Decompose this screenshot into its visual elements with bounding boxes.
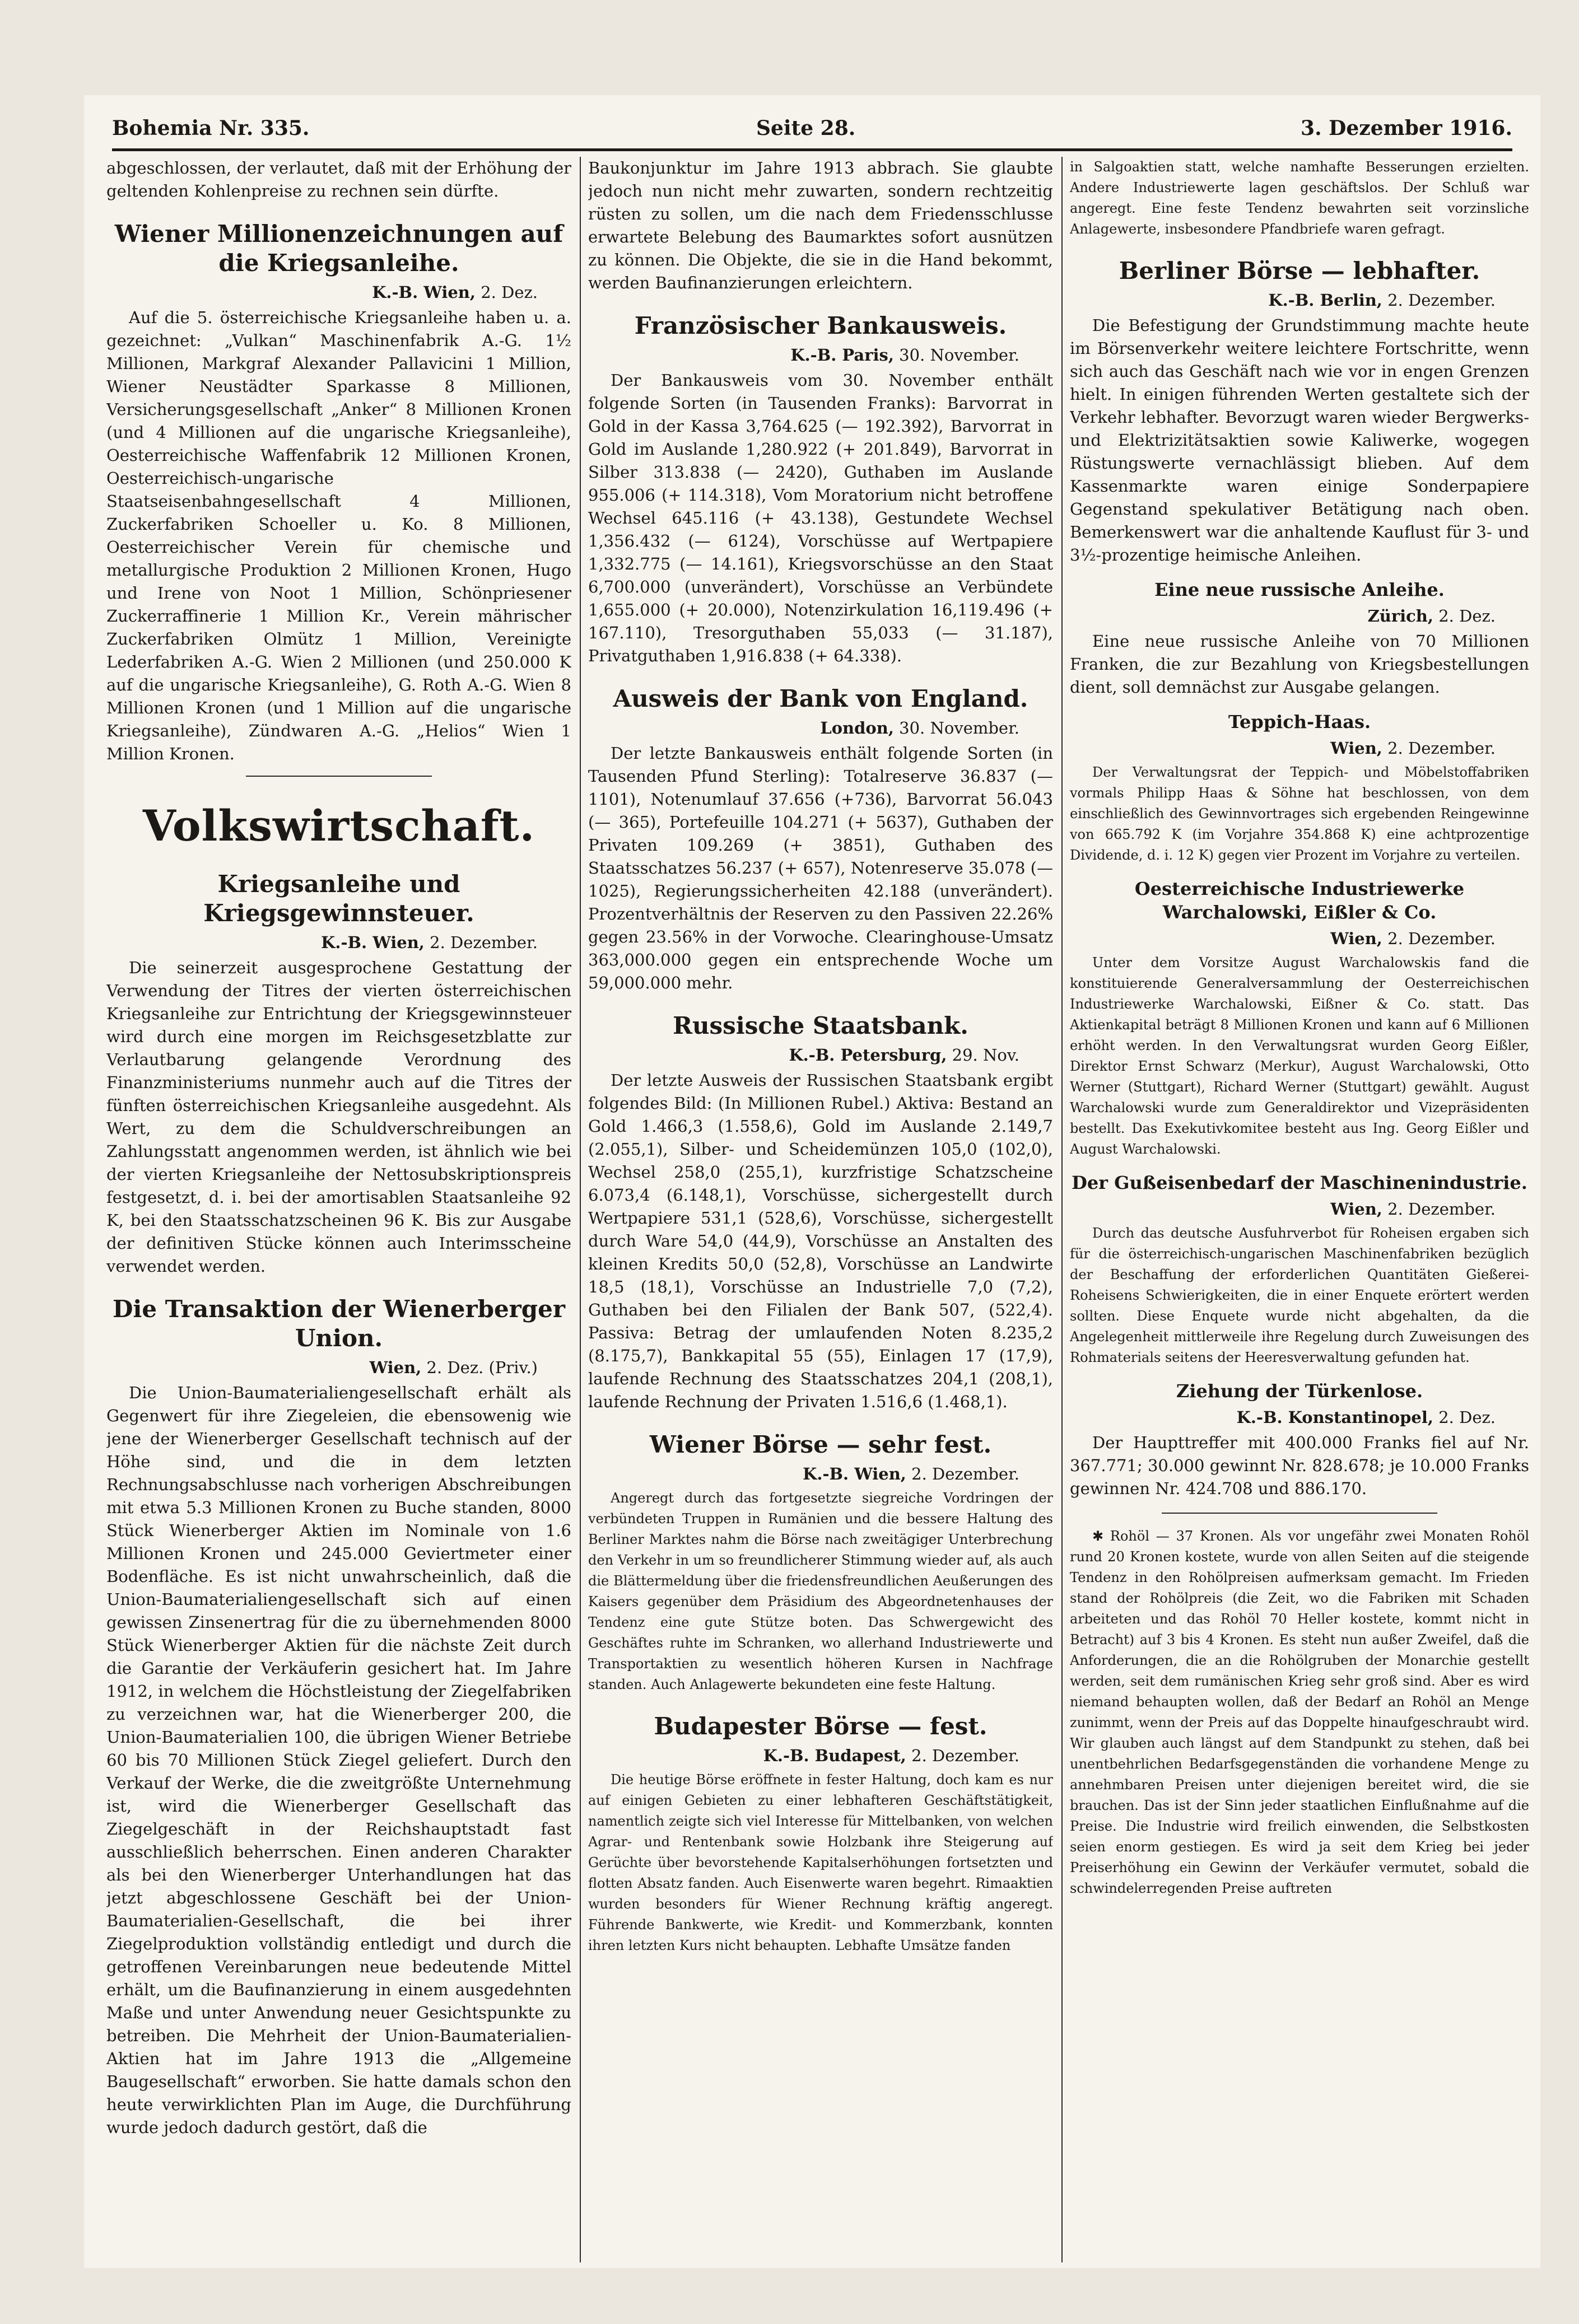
article-title: Wiener Börse — sehr fest. bbox=[649, 1431, 992, 1458]
column-divider bbox=[1061, 157, 1063, 2262]
paper-name: Bohemia Nr. 335. bbox=[112, 116, 310, 140]
newspaper-page bbox=[84, 95, 1540, 2268]
dateline bbox=[588, 1463, 1053, 1486]
dateline bbox=[588, 1044, 1053, 1067]
dateline bbox=[1070, 927, 1529, 950]
dateline-date: 2. Dezember. bbox=[430, 933, 538, 952]
header-rule bbox=[112, 148, 1512, 151]
dateline-place: London, bbox=[820, 718, 894, 738]
article-body: Durch das deutsche Ausfuhrverbot für Roheisen ergaben sich für die österreichisch-ungarischen Maschinenfabriken bezüglich der Beschaffung der erforderlichen Quantitäten Gießerei-Roheisens Schwierigkeiten, die in einer Enquete erörtert werden sollten. Diese Enquete wurde nicht abgehalten, da die Angelegenheit mittlerweile ihre Regelung durch Zuweisungen des Rohmaterials seitens der Heeresverwaltung gefunden hat. bbox=[1070, 1225, 1529, 1365]
dateline-date: 2. Dezember. bbox=[911, 1746, 1019, 1765]
article-title: Wiener Millionenzeichnungen auf die Kriegsanleihe. bbox=[114, 220, 563, 277]
article-title: Ziehung der Türkenlose. bbox=[1176, 1380, 1423, 1402]
article-body: Der Bankausweis vom 30. November enthält folgende Sorten (in Tausenden Franks): Barvorrat in Gold in der Kassa 3,764.625 (— 192.392), Barvorrat in Gold im Auslande 1,280.922 (+ 201.849), Barvorrat in Silber 313.838 (— 2420), Guthaben im Auslande 955.006 (+ 114.318), Vom Moratorium nicht betroffene Wechsel 645.116 (+ 43.138), Gestundete Wechsel 1,356.432 (— 6124), Vorschüsse auf Wertpapiere 1,332.775 (— 14.161), Kriegsvorschüsse an den Staat 6,700.000 (unverändert), Vorschüsse an Verbündete 1,655.000 (+ 20.000), Notenzirkulation 16,119.496 (+ 167.110), Tresorguthaben 55,033 (— 31.187), Privatguthaben 1,916.838 (+ 64.338). bbox=[588, 371, 1053, 665]
column-middle bbox=[588, 157, 1053, 2262]
dateline-date: 2. Dez. (Priv.) bbox=[426, 1358, 538, 1377]
dateline-date: 2. Dezember. bbox=[1387, 1200, 1496, 1219]
dateline-date: 30. November. bbox=[899, 718, 1019, 738]
article-body: Angeregt durch das fortgesetzte siegreiche Vordringen der verbündeten Truppen in Rumänien und die bessere Haltung des Berliner Marktes nahm die Börse nach zweitägiger Unterbrechung den Verkehr in um so freundlicherer Stimmung wieder auf, als auch die Blättermeldung über die friedensfreundlichen Aeußerungen des Kaisers gegenüber dem Präsidium des Abgeordnetenhauses der Tendenz eine gute Stütze boten. Das Schwergewicht des Geschäftes ruhte im Schranken, wo allerhand Industriewerte und Transportaktien zu wesentlich höheren Kursen in Nachfrage standen. Auch Anlagewerte bekundeten eine feste Haltung. bbox=[588, 1490, 1053, 1692]
dateline bbox=[1070, 605, 1529, 628]
dateline bbox=[1070, 1406, 1529, 1429]
page-number: Seite 28. bbox=[756, 116, 856, 140]
dateline bbox=[588, 1744, 1053, 1767]
dateline bbox=[106, 281, 571, 304]
dateline-date: 2. Dezember. bbox=[1387, 291, 1496, 310]
article-body: Die Befestigung der Grundstimmung machte heute im Börsenverkehr weitere leichtere Fortschritte, wenn sich auch das Geschäft nach wie vor in engen Grenzen hielt. In einigen führenden Werten gestaltete sich der Verkehr lebhafter. Bevorzugt waren wieder Bergwerks- und Elektrizitätsaktien sowie Kaliwerke, wogegen Rüstungswerte vernachlässigt blieben. Auf dem Kassenmarkte waren einige Sonderpapiere Gegenstand spekulativer Betätigung nach oben. Bemerkenswert war die anhaltende Kauflust für 3- und 3½-prozentige heimische Anleihen. bbox=[1070, 316, 1529, 564]
article-body: Die seinerzeit ausgesprochene Gestattung der Verwendung der Titres der vierten österreichischen Kriegsanleihe zur Entrichtung der Kriegsgewinnsteuer wird durch eine morgen im Reichsgesetzblatte zur Verlautbarung gelangende Verordnung des Finanzministeriums nunmehr auch auf die Titres der fünften österreichischen Kriegsanleihe ausgedehnt. Als Wert, zu dem die Schuldverschreibungen an Zahlungsstatt angenommen werden, ist ähnlich wie bei der vierten Kriegsanleihe der Nettosubskriptionspreis festgesetzt, d. i. bei der amortisablen Staatsanleihe 92 K, bei den Staatsschatzscheinen 96 K. Bis zur Ausgabe der definitiven Stücke können auch Interimsscheine verwendet werden. bbox=[106, 958, 571, 1276]
dateline-place: K.-B. Budapest, bbox=[763, 1746, 906, 1765]
dateline bbox=[1070, 1198, 1529, 1221]
dateline-date: 2. Dez. bbox=[1438, 1408, 1496, 1427]
dateline-date: 2. Dezember. bbox=[1387, 929, 1496, 948]
dateline-place: K.-B. Konstantinopel, bbox=[1236, 1408, 1433, 1427]
column-left bbox=[106, 157, 571, 2262]
article-title: Budapester Börse — fest. bbox=[654, 1712, 988, 1740]
dateline-date: 30. November. bbox=[899, 346, 1019, 365]
article-body: ✱ Rohöl — 37 Kronen. Als vor ungefähr zwei Monaten Rohöl rund 20 Kronen kostete, wurde von allen Seiten auf die steigende Tendenz in den Rohölpreisen aufmerksam gemacht. Im Frieden stand der Rohölpreis (die Zeit, wo die Fabriken mit Schaden arbeiteten und das Rohöl 70 Heller kostete, kommt nicht in Betracht) auf 3 bis 4 Kronen. Es steht nun außer Zweifel, daß die Anforderungen, die an die Rohölgruben der Monarchie gestellt werden, seit dem rumänischen Krieg sehr groß sind. Aber es wird niemand behaupten wollen, daß der Bedarf an Rohöl an Menge zunimmt, wenn der Preis auf das Doppelte hinaufgeschraubt wird. Wir glauben auch längst auf dem Standpunkt zu stehen, daß bei unentbehrlichen Bedarfsgegenständen die vorhandene Menge zu annehmbaren Preisen unter diejenigen bereitet wird, die sie brauchen. Das ist der Sinn jeder staatlichen Einflußnahme auf die Preise. Die Industrie wird freilich einwenden, die Selbstkosten seien enorm gestiegen. Es wird ja seit dem Krieg bei jeder Preiserhöhung ein Gewinn der Verkäufer vermutet, sobald die schwindelerregenden Preise auftreten bbox=[1070, 1528, 1529, 1896]
dateline-place: K.-B. Wien, bbox=[803, 1464, 906, 1483]
dateline bbox=[106, 931, 571, 954]
article-body: Der letzte Ausweis der Russischen Staatsbank ergibt folgendes Bild: (In Millionen Rubel.) Aktiva: Bestand an Gold 1.466,3 (1.558,6), Gold im Auslande 2.149,7 (2.055,1), Silber- und Scheidemünzen 105,0 (102,0), Wechsel 258,0 (255,1), kurzfristige Schatzscheine 6.073,4 (6.148,1), Vorschüsse, sichergestellt durch Wertpapiere 531,1 (528,6), Vorschüsse, sichergestellt durch Ware 54,0 (44,9), Vorschüsse an Anstalten des kleinen Kredits 50,0 (52,8), Vorschüsse an Landwirte 18,5 (18,1), Vorschüsse an Industrielle 7,0 (7,2), Guthaben bei den Filialen der Bank 507, (522,4). Passiva: Betrag der umlaufenden Noten 8.235,2 (8.175,7), Bankkapital 55 (55), Einlagen 17 (17,9), laufende Rechnung des Staatsschatzes 204,1 (208,1), laufende Rechnung der Privaten 1.516,6 (1.468,1). bbox=[588, 1071, 1053, 1411]
article-body: Die Union-Baumaterialiengesellschaft erhält als Gegenwert für ihre Ziegeleien, die ebensowenig wie jene der Wienerberger Gesellschaft technisch auf der Höhe sind, und die in dem letzten Rechnungsabschlusse nach vorherigen Abschreibungen mit etwa 5.3 Millionen Kronen zu Buche standen, 8000 Stück Wienerberger Aktien im Nominale von 1.6 Millionen Kronen und 245.000 Geviertmeter einer Bodenfläche. Es ist nicht unwahrscheinlich, daß die Union-Baumaterialiengesellschaft sich auf einen gewissen Zinsenertrag für die zu übernehmenden 8000 Stück Wienerberger Aktien für die nächste Zeit durch die Garantie der Verkäuferin gesichert hat. Im Jahre 1912, in welchem die Höchstleistung der Ziegelfabriken zu verzeichnen war, hat die Wienerberger 200, die Union-Baumaterialien 100, die übrigen Wiener Betriebe 60 bis 70 Millionen Stück Ziegel geliefert. Durch den Verkauf der Werke, die die zweitgrößte Unternehmung ist, wird die Wienerberger Gesellschaft das Ziegelgeschäft in der Reichshauptstadt fast ausschließlich beherrschen. Einen anderen Charakter als bei den Wienerberger Unterhandlungen hat das jetzt abgeschlossene Geschäft bei der Union-Baumaterialien-Gesellschaft, die bei ihrer Ziegelproduktion vollständig entledigt und durch die getroffenen Vereinbarungen neue bedeutende Mittel erhält, um die Baufinanzierung in einem ausgedehnten Maße und unter Anwendung neuer Gesichtspunkte zu betreiben. Die Mehrheit der Union-Baumaterialien-Aktien hat im Jahre 1913 die „Allgemeine Baugesellschaft“ erworben. Sie hatte damals schon den heute verwirklichten Plan im Auge, die Durchführung wurde jedoch dadurch gestört, daß die bbox=[106, 1383, 571, 2137]
separator bbox=[246, 776, 432, 777]
dateline-date: 29. Nov. bbox=[952, 1046, 1019, 1065]
article-body: Unter dem Vorsitze August Warchalowskis fand die konstituierende Generalversammlung der Oesterreichischen Industriewerke Warchalowski, Eißner & Co. statt. Das Aktienkapital beträgt 8 Millionen Kronen und kann auf 6 Millionen erhöht werden. In den Verwaltungsrat wurden Georg Eißler, Direktor Ernst Schwarz (Merkur), August Warchalowski, Otto Werner (Stuttgart), Richard Werner (Stuttgart) gewählt. August Warchalowski wurde zum Generaldirektor und Vizepräsidenten bestellt. Das Exekutivkomitee besteht aus Ing. Georg Eißler und August Warchalowski. bbox=[1070, 955, 1529, 1157]
dateline-date: 2. Dez. bbox=[481, 283, 538, 302]
article-title: Teppich-Haas. bbox=[1228, 711, 1371, 732]
dateline-place: K.-B. Wien, bbox=[372, 283, 476, 302]
dateline-place: Wien, bbox=[1330, 739, 1382, 758]
dateline-place: Zürich, bbox=[1367, 606, 1433, 626]
article-title: Berliner Börse — lebhafter. bbox=[1119, 257, 1480, 284]
article-title: Oesterreichische Industriewerke Warchalowski, Eißler & Co. bbox=[1134, 878, 1465, 923]
article-body: Der Verwaltungsrat der Teppich- und Möbelstoffabriken vormals Philipp Haas & Söhne hat beschlossen, von dem einschließlich des Gewinnvortrages sich ergebenden Reingewinne von 665.792 K (im Vorjahre 354.868 K) eine achtprozentige Dividende, d. i. 12 K) gegen vier Prozent im Vorjahre zu verteilen. bbox=[1070, 764, 1529, 863]
article-title: Der Gußeisenbedarf der Maschinenindustrie. bbox=[1072, 1172, 1527, 1193]
article-title: Eine neue russische Anleihe. bbox=[1154, 579, 1445, 600]
section-title: Volkswirtschaft. bbox=[142, 801, 535, 851]
dateline-place: K.-B. Petersburg, bbox=[789, 1046, 947, 1065]
dateline bbox=[588, 717, 1053, 740]
issue-date: 3. Dezember 1916. bbox=[1301, 116, 1512, 140]
article-title: Französischer Bankausweis. bbox=[634, 312, 1007, 339]
article-title: Russische Staatsbank. bbox=[673, 1012, 968, 1039]
dateline bbox=[1070, 737, 1529, 760]
column-divider bbox=[580, 157, 581, 2262]
article-body: Der letzte Bankausweis enthält folgende Sorten (in Tausenden Pfund Sterling): Totalreserve 36.837 (— 1101), Notenumlauf 37.656 (+736), Barvorrat 56.043 (— 365), Portefeuille 104.271 (+ 5637), Guthaben der Privaten 109.269 (+ 3851), Guthaben des Staatsschatzes 56.237 (+ 657), Notenreserve 35.078 (— 1025), Regierungssicherheiten 42.188 (unverändert). Prozentverhältnis der Reserven zu den Passiven 22.26% gegen 23.56% in der Vorwoche. Clearinghouse-Umsatz 363,000.000 gegen ein entsprechende Woche um 59,000.000 mehr. bbox=[588, 744, 1053, 992]
article-title: Ausweis der Bank von England. bbox=[613, 685, 1028, 712]
dateline bbox=[1070, 289, 1529, 312]
article-continuation: Baukonjunktur im Jahre 1913 abbrach. Sie glaubte jedoch nun nicht mehr zuwarten, sondern rechtzeitig rüsten zu sollen, um die nach dem Friedensschlusse erwartete Belebung des Baumarktes sofort ausnützen zu können. Die Objekte, die sie in die Hand bekommt, werden Baufinanzierungen erleichtern. bbox=[588, 158, 1053, 292]
article-body: Der Haupttreffer mit 400.000 Franks fiel auf Nr. 367.771; 30.000 gewinnt Nr. 828.678; je 10.000 Franks gewinnen Nr. 424.708 und 886.170. bbox=[1070, 1433, 1529, 1498]
dateline-place: K.-B. Wien, bbox=[321, 933, 425, 952]
separator bbox=[1162, 1513, 1437, 1514]
dateline-date: 2. Dezember. bbox=[1387, 739, 1496, 758]
article-continuation: in Salgoaktien statt, welche namhafte Besserungen erzielten. Andere Industriewerte lagen geschäftslos. Der Schluß war angeregt. Eine feste Tendenz bewahrten seit vorzinsliche Anlagewerte, insbesondere Pfandbriefe waren gefragt. bbox=[1070, 159, 1529, 237]
dateline-place: Wien, bbox=[1330, 1200, 1382, 1219]
article-title: Kriegsanleihe und Kriegsgewinnsteuer. bbox=[203, 870, 474, 927]
column-right bbox=[1070, 157, 1529, 2262]
article-body: Die heutige Börse eröffnete in fester Haltung, doch kam es nur auf einigen Gebieten zu einer lebhafteren Geschäftstätigkeit, namentlich zeigte sich viel Interesse für Mittelbanken, von welchen Agrar- und Rentenbank sowie Holzbank ihre Steigerung auf Gerüchte über bevorstehende Kapitalserhöhungen fortsetzten und flotten Absatz fanden. Auch Eisenwerte waren begehrt. Rimaaktien wurden besonders für Wiener Rechnung kräftig angeregt. Führende Bankwerte, wie Kredit- und Kommerzbank, konnten ihren letzten Kurs nicht behaupten. Lebhafte Umsätze fanden bbox=[588, 1772, 1053, 1953]
dateline bbox=[106, 1356, 571, 1379]
dateline-date: 2. Dezember. bbox=[911, 1464, 1019, 1483]
masthead bbox=[112, 106, 1512, 151]
article-body: Eine neue russische Anleihe von 70 Millionen Franken, die zur Bezahlung von Kriegsbestellungen dient, soll demnächst zur Ausgabe gelangen. bbox=[1070, 632, 1529, 697]
article-title: Die Transaktion der Wienerberger Union. bbox=[112, 1295, 566, 1352]
dateline-place: Wien, bbox=[1330, 929, 1382, 948]
dateline-place: K.-B. Berlin, bbox=[1268, 291, 1382, 310]
article-continuation: abgeschlossen, der verlautet, daß mit der Erhöhung der geltenden Kohlenpreise zu rechnen sein dürfte. bbox=[106, 158, 571, 200]
dateline bbox=[588, 344, 1053, 367]
dateline-date: 2. Dez. bbox=[1438, 606, 1496, 626]
dateline-place: K.-B. Paris, bbox=[790, 346, 894, 365]
dateline-place: Wien, bbox=[369, 1358, 422, 1377]
article-body: Auf die 5. österreichische Kriegsanleihe haben u. a. gezeichnet: „Vulkan“ Maschinenfabrik A.-G. 1½ Millionen, Markgraf Alexander Pallavicini 1 Million, Wiener Neustädter Sparkasse 8 Millionen, Versicherungsgesellschaft „Anker“ 8 Millionen Kronen (und 4 Millionen auf die ungarische Kriegsanleihe), Oesterreichische Waffenfabrik 12 Millionen Kronen, Oesterreichisch-ungarische Staatseisenbahngesellschaft 4 Millionen, Zuckerfabriken Schoeller u. Ko. 8 Millionen, Oesterreichischer Verein für chemische und metallurgische Produktion 2 Millionen Kronen, Hugo und Irene von Noot 1 Million, Schönpriesener Zuckerraffinerie 1 Million Kr., Verein mährischer Zuckerfabriken Olmütz 1 Million, Vereinigte Lederfabriken A.-G. Wien 2 Millionen (und 250.000 K auf die ungarische Kriegsanleihe), G. Roth A.-G. Wien 8 Millionen Kronen (und 1 Million auf die ungarische Kriegsanleihe), Zündwaren A.-G. „Helios“ Wien 1 Million Kronen. bbox=[106, 308, 571, 763]
